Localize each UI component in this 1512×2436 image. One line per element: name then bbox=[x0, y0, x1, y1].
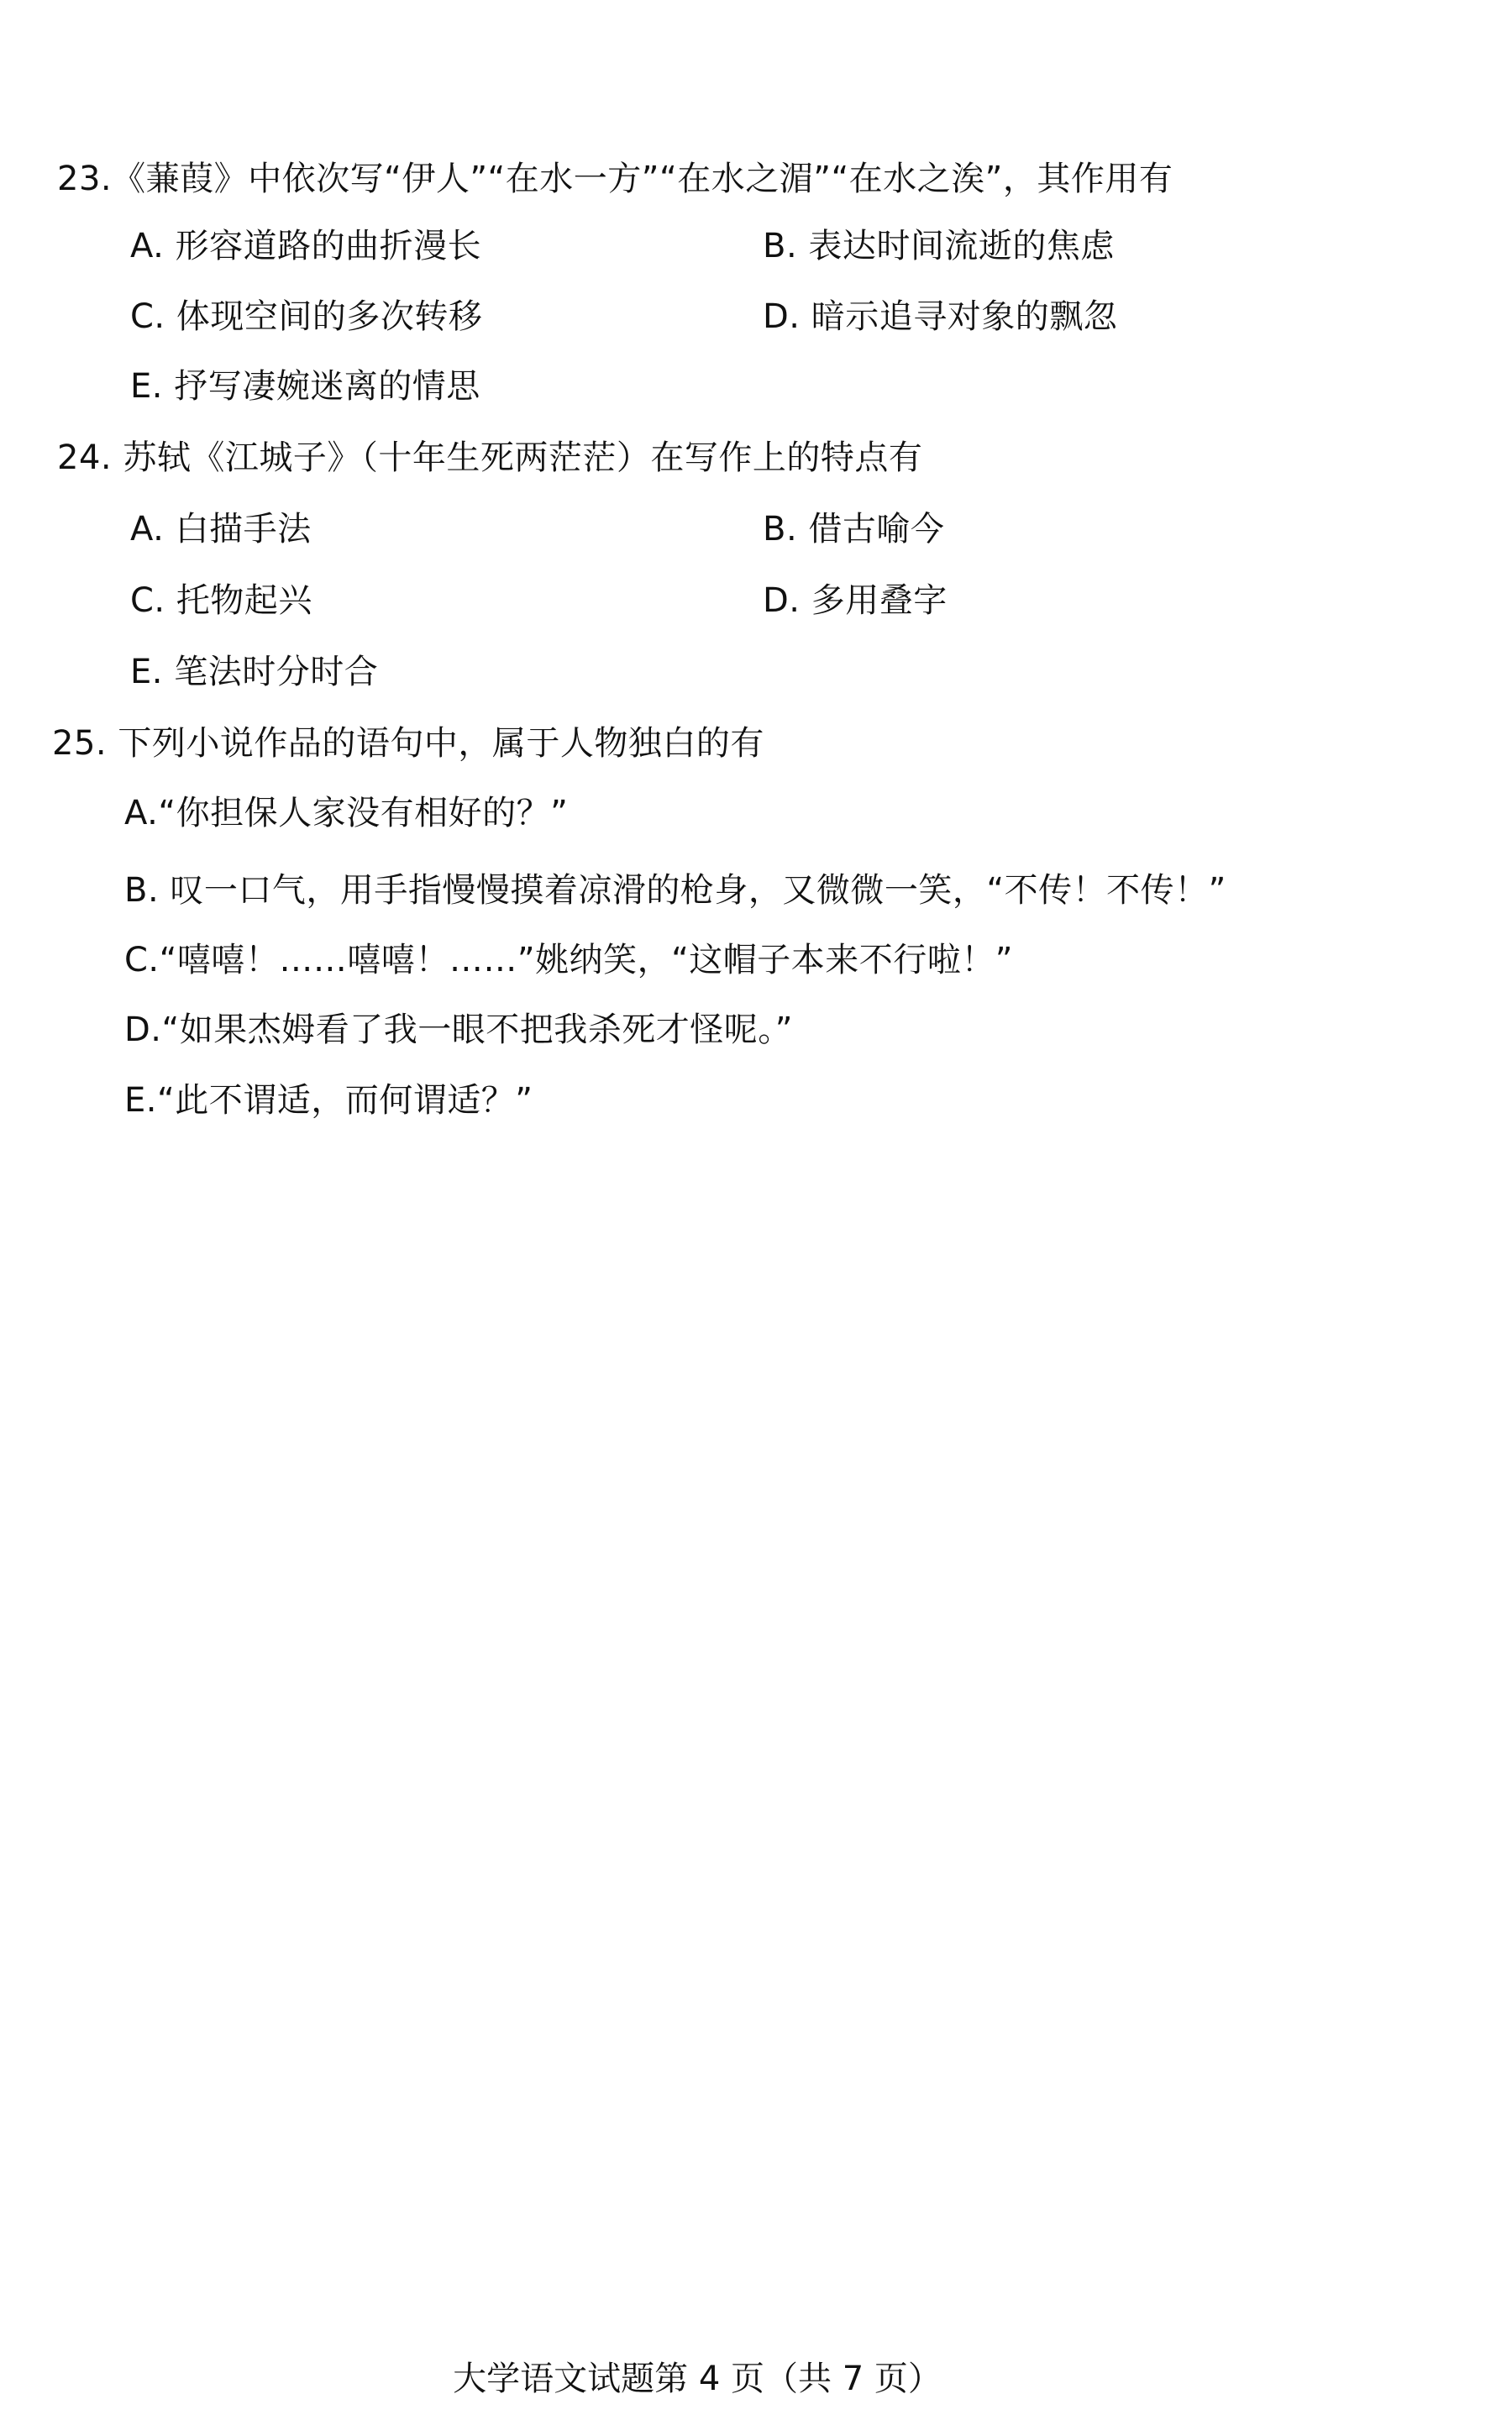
question-stem: 24. 苏轼《江城子》（十年生死两茫茫）在写作上的特点有 bbox=[57, 438, 923, 477]
option-d: D. 暗示追寻对象的飘忽 bbox=[763, 297, 1118, 336]
option-a: A. 白描手法 bbox=[130, 510, 312, 549]
option-e: E. 抒写凄婉迷离的情思 bbox=[130, 367, 480, 406]
option-b: B. 表达时间流逝的焦虑 bbox=[763, 227, 1115, 265]
option-c: C. 体现空间的多次转移 bbox=[130, 297, 483, 336]
option-e: E.“此不谓适，而何谓适？” bbox=[124, 1081, 533, 1120]
option-e: E. 笔法时分时合 bbox=[130, 653, 379, 691]
option-c: C. 托物起兴 bbox=[130, 581, 312, 620]
option-b: B. 借古喻今 bbox=[763, 510, 945, 549]
option-d: D. 多用叠字 bbox=[763, 581, 948, 620]
page-footer: 大学语文试题第 4 页（共 7 页） bbox=[453, 2360, 942, 2398]
option-c: C.“嘻嘻！……嘻嘻！……”姚纳笑，“这帽子本来不行啦！” bbox=[124, 941, 1014, 979]
option-a: A. 形容道路的曲折漫长 bbox=[130, 227, 482, 265]
question-stem: 25. 下列小说作品的语句中，属于人物独白的有 bbox=[52, 724, 764, 763]
option-b: B. 叹一口气，用手指慢慢摸着凉滑的枪身，又微微一笑，“不传！不传！” bbox=[124, 871, 1226, 910]
question-stem: 23.《蒹葭》中依次写“伊人”“在水一方”“在水之湄”“在水之涘”，其作用有 bbox=[57, 160, 1173, 198]
option-d: D.“如果杰姆看了我一眼不把我杀死才怪呢。” bbox=[124, 1011, 793, 1049]
option-a: A.“你担保人家没有相好的？” bbox=[124, 794, 569, 832]
